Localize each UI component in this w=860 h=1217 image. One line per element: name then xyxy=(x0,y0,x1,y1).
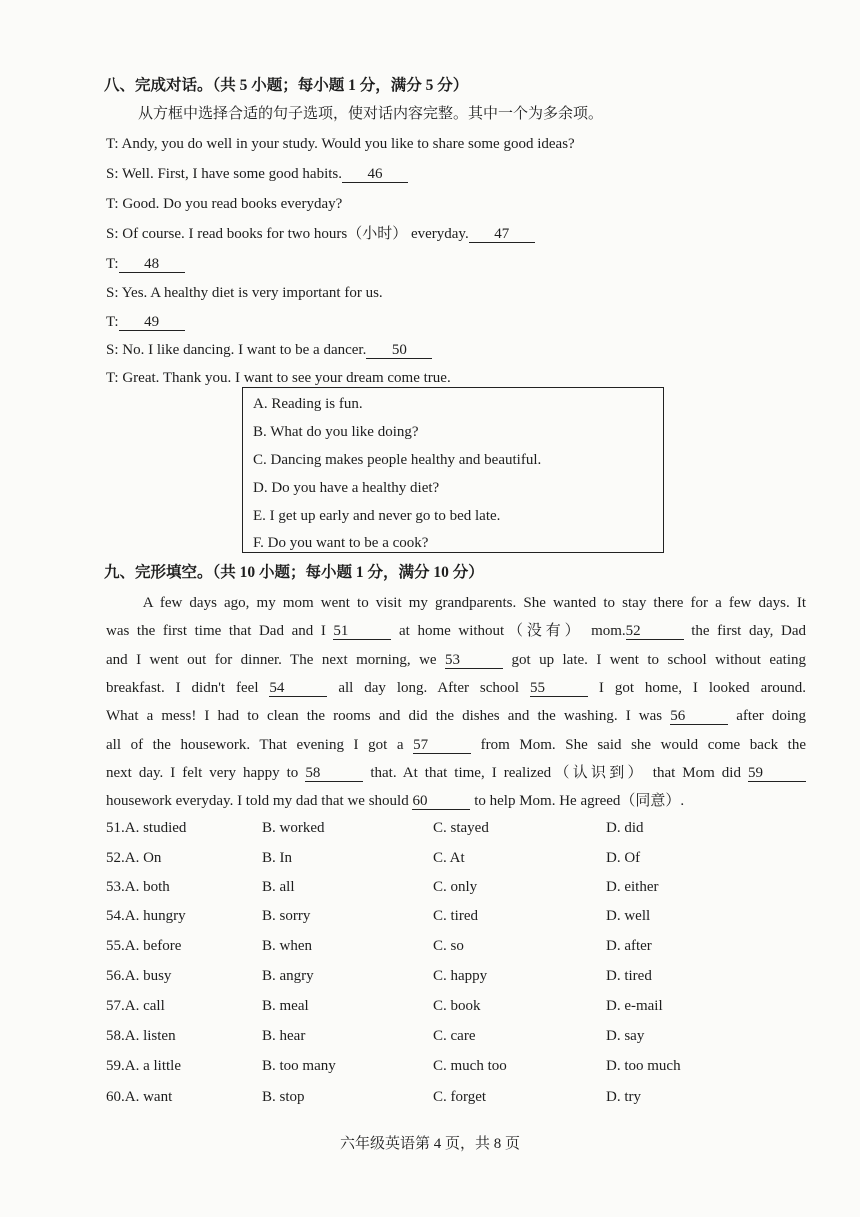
dialogue-text: T: xyxy=(106,256,119,272)
option-e: E. I get up early and never go to bed late. xyxy=(253,508,501,524)
choice-d[interactable]: D. well xyxy=(606,908,651,924)
dialogue-text: S: No. I like dancing. I want to be a dancer. xyxy=(106,342,367,358)
answer-blank[interactable]: 59 xyxy=(748,765,806,782)
section8-instruction: 从方框中选择合适的句子选项，使对话内容完整。其中一个为多余项。 xyxy=(138,106,604,122)
choice-a[interactable]: 54.A. hungry xyxy=(106,908,186,924)
passage-line xyxy=(106,621,806,641)
passage-text: got up late. I went to school without eating xyxy=(503,651,806,668)
answer-blank[interactable]: 46 xyxy=(342,166,408,183)
passage-text: A few days ago, my mom went to visit my grandparents. She wanted to stay there for a few days. It xyxy=(106,595,806,611)
choice-c[interactable]: C. At xyxy=(433,850,465,866)
passage-text: all of the housework. That evening I got a xyxy=(106,736,414,753)
choice-c[interactable]: C. book xyxy=(433,998,481,1014)
option-b: B. What do you like doing? xyxy=(253,424,419,440)
question-row xyxy=(106,818,806,838)
passage-text: to help Mom. He agreed（同意）. xyxy=(470,793,685,810)
passage-text: I got home, I looked around. xyxy=(588,679,806,696)
choice-b[interactable]: B. stop xyxy=(262,1089,305,1105)
choice-b[interactable]: B. sorry xyxy=(262,908,311,924)
dialogue-text: T: Andy, you do well in your study. Would you like to share some good ideas? xyxy=(106,136,575,152)
section8-heading: 八、完成对话。（共 5 小题；每小题 1 分，满分 5 分） xyxy=(104,77,469,94)
choice-a[interactable]: 53.A. both xyxy=(106,879,170,895)
choice-c[interactable]: C. care xyxy=(433,1028,476,1044)
answer-blank[interactable]: 55 xyxy=(530,680,588,697)
option-c: C. Dancing makes people healthy and beautiful. xyxy=(253,452,542,468)
dialogue-text: T: xyxy=(106,314,119,330)
passage-text: at home without（没有） mom. xyxy=(391,623,626,640)
choice-a[interactable]: 52.A. On xyxy=(106,850,162,866)
option-d: D. Do you have a healthy diet? xyxy=(253,480,440,496)
passage-text: and I went out for dinner. The next morning, we xyxy=(106,651,446,668)
choice-d[interactable]: D. tired xyxy=(606,968,652,984)
options-box xyxy=(242,387,664,553)
question-row xyxy=(106,996,806,1016)
answer-blank[interactable]: 50 xyxy=(366,342,432,359)
choice-a[interactable]: 56.A. busy xyxy=(106,968,172,984)
dialogue-line xyxy=(106,194,342,214)
answer-blank[interactable]: 51 xyxy=(333,623,391,640)
dialogue-line xyxy=(106,224,535,244)
choice-d[interactable]: D. say xyxy=(606,1028,645,1044)
passage-text: housework everyday. I told my dad that we should xyxy=(106,793,413,810)
question-row xyxy=(106,966,806,986)
dialogue-line xyxy=(106,368,451,388)
passage-line xyxy=(106,593,806,613)
passage-line xyxy=(106,706,806,726)
choice-b[interactable]: B. meal xyxy=(262,998,309,1014)
passage-line xyxy=(106,791,806,811)
question-row xyxy=(106,848,806,868)
dialogue-line xyxy=(106,283,383,303)
passage-line xyxy=(106,650,806,670)
choice-a[interactable]: 57.A. call xyxy=(106,998,165,1014)
choice-a[interactable]: 58.A. listen xyxy=(106,1028,176,1044)
choice-c[interactable]: C. forget xyxy=(433,1089,487,1105)
passage-text: that. At that time, I realized（认识到） that Mom did xyxy=(363,764,748,781)
choice-c[interactable]: C. only xyxy=(433,879,478,895)
dialogue-line xyxy=(106,134,575,154)
dialogue-text: S: Of course. I read books for two hours（小时） everyday. xyxy=(106,226,469,242)
question-row xyxy=(106,1026,806,1046)
answer-blank[interactable]: 56 xyxy=(670,708,728,725)
answer-blank[interactable]: 58 xyxy=(305,765,363,782)
passage-text: What a mess! I had to clean the rooms and did the dishes and the washing. I was xyxy=(106,708,671,725)
choice-b[interactable]: B. when xyxy=(262,938,312,954)
choice-b[interactable]: B. all xyxy=(262,879,295,895)
dialogue-text: T: Great. Thank you. I want to see your dream come true. xyxy=(106,370,451,386)
answer-blank[interactable]: 53 xyxy=(445,652,503,669)
answer-blank[interactable]: 47 xyxy=(469,226,535,243)
answer-blank[interactable]: 49 xyxy=(119,314,185,331)
choice-d[interactable]: D. either xyxy=(606,879,659,895)
page-footer: 六年级英语第 4 页，共 8 页 xyxy=(339,1136,520,1152)
answer-blank[interactable]: 60 xyxy=(412,793,470,810)
choice-a[interactable]: 60.A. want xyxy=(106,1089,173,1105)
answer-blank[interactable]: 52 xyxy=(626,623,684,640)
choice-b[interactable]: B. In xyxy=(262,850,292,866)
dialogue-line xyxy=(106,340,432,360)
choice-b[interactable]: B. too many xyxy=(262,1058,336,1074)
choice-d[interactable]: D. try xyxy=(606,1089,641,1105)
passage-text: was the first time that Dad and I xyxy=(106,623,334,640)
passage-line xyxy=(106,735,806,755)
question-row xyxy=(106,906,806,926)
choice-b[interactable]: B. hear xyxy=(262,1028,306,1044)
choice-c[interactable]: C. tired xyxy=(433,908,478,924)
dialogue-line xyxy=(106,254,185,274)
answer-blank[interactable]: 54 xyxy=(269,680,327,697)
choice-d[interactable]: D. did xyxy=(606,820,644,836)
passage-line xyxy=(106,678,806,698)
choice-c[interactable]: C. much too xyxy=(433,1058,507,1074)
option-f: F. Do you want to be a cook? xyxy=(253,535,429,551)
answer-blank[interactable]: 57 xyxy=(413,737,471,754)
dialogue-line xyxy=(106,312,185,332)
question-row xyxy=(106,877,806,897)
dialogue-text: S: Yes. A healthy diet is very important for us. xyxy=(106,285,383,301)
question-row xyxy=(106,936,806,956)
choice-d[interactable]: D. after xyxy=(606,938,652,954)
choice-b[interactable]: B. angry xyxy=(262,968,314,984)
question-row xyxy=(106,1056,806,1076)
passage-text: next day. I felt very happy to xyxy=(106,764,306,781)
choice-a[interactable]: 59.A. a little xyxy=(106,1058,181,1074)
answer-blank[interactable]: 48 xyxy=(119,256,185,273)
section9-heading: 九、完形填空。（共 10 小题；每小题 1 分，满分 10 分） xyxy=(104,564,484,581)
choice-a[interactable]: 55.A. before xyxy=(106,938,182,954)
choice-c[interactable]: C. stayed xyxy=(433,820,489,836)
choice-b[interactable]: B. worked xyxy=(262,820,325,836)
choice-a[interactable]: 51.A. studied xyxy=(106,820,187,836)
question-row xyxy=(106,1087,806,1107)
passage-text: all day long. After school xyxy=(327,679,530,696)
option-a: A. Reading is fun. xyxy=(253,396,363,412)
dialogue-line xyxy=(106,164,408,184)
passage-text: from Mom. She said she would come back the xyxy=(471,736,806,753)
passage-text: after doing xyxy=(728,708,807,725)
passage-text: breakfast. I didn't feel xyxy=(106,679,270,696)
choice-d[interactable]: D. Of xyxy=(606,850,641,866)
choice-c[interactable]: C. so xyxy=(433,938,464,954)
dialogue-text: T: Good. Do you read books everyday? xyxy=(106,196,343,212)
choice-d[interactable]: D. e-mail xyxy=(606,998,663,1014)
passage-text: the first day, Dad xyxy=(683,623,806,640)
dialogue-text: S: Well. First, I have some good habits. xyxy=(106,166,343,182)
passage-line xyxy=(106,763,806,783)
choice-c[interactable]: C. happy xyxy=(433,968,488,984)
choice-d[interactable]: D. too much xyxy=(606,1058,681,1074)
